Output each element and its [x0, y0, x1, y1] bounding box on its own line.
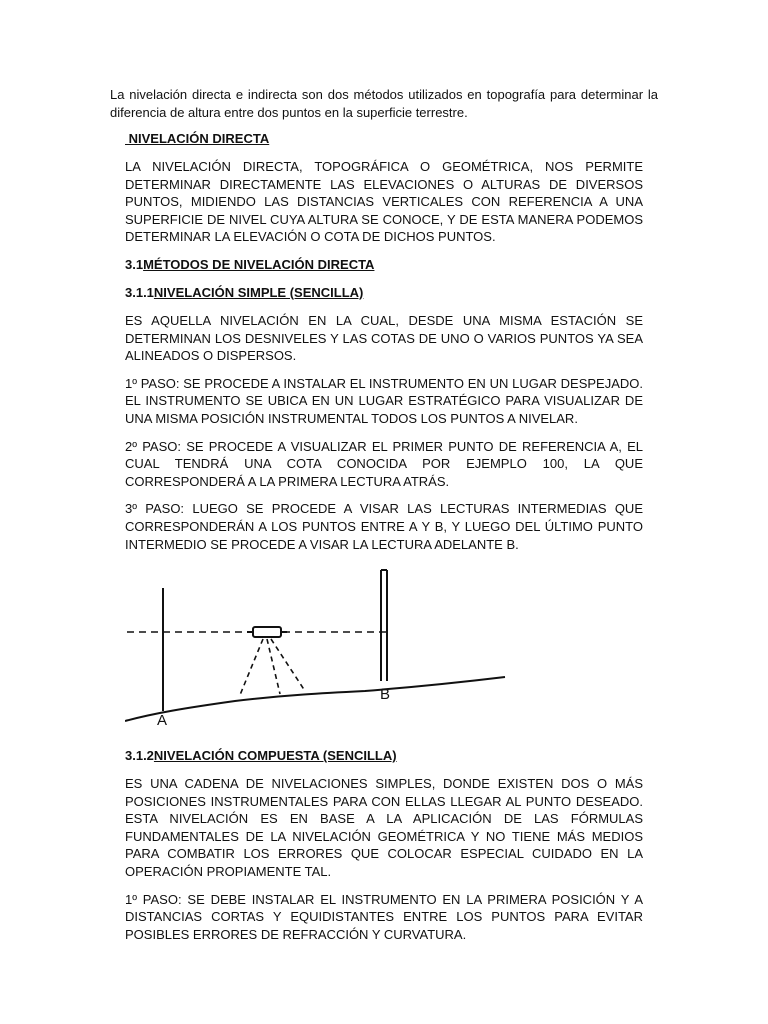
leveling-diagram — [125, 563, 643, 733]
section-number: 3.1 — [125, 256, 144, 272]
section-title-text: NIVELACIÓN COMPUESTA (SENCILLA) — [153, 748, 397, 764]
section-title-nivelacion-directa — [125, 130, 643, 148]
step-1-paragraph: 1º PASO: SE PROCEDE A INSTALAR EL INSTRUMENTO EN UN LUGAR DESPEJADO. EL INSTRUMENTO SE UBICA EN UN LUGAR ESTRATÉGICO PARA VISUALIZAR DE UNA MISMA POSICIÓN INSTRUMENTAL TODOS LOS PUNTOS A NIVELAR. — [125, 375, 643, 426]
section-title-text: NIVELACIÓN DIRECTA — [125, 131, 270, 146]
section-body-3-1-1: ES AQUELLA NIVELACIÓN EN LA CUAL, DESDE UNA MISMA ESTACIÓN SE DETERMINAN LOS DESNIVELES Y LAS COTAS DE UNO O VARIOS PUNTOS YA SEA ALINEADOS O DISPERSOS. — [125, 312, 643, 364]
tripod-leg-middle — [267, 639, 280, 694]
section-title-3-1-2 — [125, 747, 643, 765]
section-title-text: NIVELACIÓN SIMPLE (SENCILLA) — [153, 284, 364, 300]
intro-paragraph: La nivelación directa e indirecta son dos métodos utilizados en topografía para determinar la diferencia de altura entre dos puntos en la superficie terrestre. — [110, 87, 658, 120]
document-content — [125, 130, 643, 953]
section-number: 3.1.2 — [125, 748, 154, 764]
section-title-3-1 — [125, 256, 643, 274]
section-title-3-1-1 — [125, 284, 643, 302]
section-title-text: MÉTODOS DE NIVELACIÓN DIRECTA — [143, 256, 375, 272]
label-a: A — [157, 712, 168, 730]
section-number: 3.1.1 — [125, 284, 154, 300]
level-instrument — [253, 627, 281, 637]
section-body-3-1-2: ES UNA CADENA DE NIVELACIONES SIMPLES, DONDE EXISTEN DOS O MÁS POSICIONES INSTRUMENTALES PARA CON ELLAS LLEGAR AL PUNTO DESEADO. ESTA NIVELACIÓN ES EN BASE A LA APLICACIÓN DE LAS FÓRMULAS FUNDAMENTALES DE LA NIVELACIÓN GEOMÉTRICA Y NO TIENE MÁS MEDIOS PARA COMBATIR LOS ERRORES QUE COLOCAR ESPECIAL CUIDADO EN LA OPERACIÓN PROPIAMENTE TAL. — [125, 776, 643, 880]
tripod-leg-right — [271, 639, 305, 691]
label-b: B — [380, 686, 391, 704]
step-3-paragraph: 3º PASO: LUEGO SE PROCEDE A VISAR LAS LECTURAS INTERMEDIAS QUE CORRESPONDERÁN A LOS PUNTOS ENTRE A Y B, Y LUEGO DEL ÚLTIMO PUNTO INTERMEDIO SE PROCEDE A VISAR LA LECTURA ADELANTE B. — [125, 501, 643, 552]
step-1-compuesta-paragraph: 1º PASO: SE DEBE INSTALAR EL INSTRUMENTO EN LA PRIMERA POSICIÓN Y A DISTANCIAS CORTAS Y EQUIDISTANTES ENTRE LOS PUNTOS PARA EVITAR POSIBLES ERRORES DE REFRACCIÓN Y CURVATURA. — [125, 891, 643, 942]
tripod-leg-left — [240, 639, 263, 695]
section-body-nivelacion-directa: LA NIVELACIÓN DIRECTA, TOPOGRÁFICA O GEOMÉTRICA, NOS PERMITE DETERMINAR DIRECTAMENTE LAS ELEVACIONES O ALTURAS DE DIVERSOS PUNTOS, MIDIENDO LAS DISTANCIAS VERTICALES CON REFERENCIA A UNA SUPERFICIE DE NIVEL CUYA ALTURA SE CONOCE, Y DE ESTA MANERA PODEMOS DETERMINAR LA ELEVACIÓN O COTA DE DICHOS PUNTOS. — [125, 159, 643, 245]
ground-line — [125, 677, 505, 721]
step-2-paragraph: 2º PASO: SE PROCEDE A VISUALIZAR EL PRIMER PUNTO DE REFERENCIA A, EL CUAL TENDRÁ UNA COTA CONOCIDA POR EJEMPLO 100, LA QUE CORRESPONDERÁ A LA PRIMERA LECTURA ATRÁS. — [125, 438, 643, 489]
